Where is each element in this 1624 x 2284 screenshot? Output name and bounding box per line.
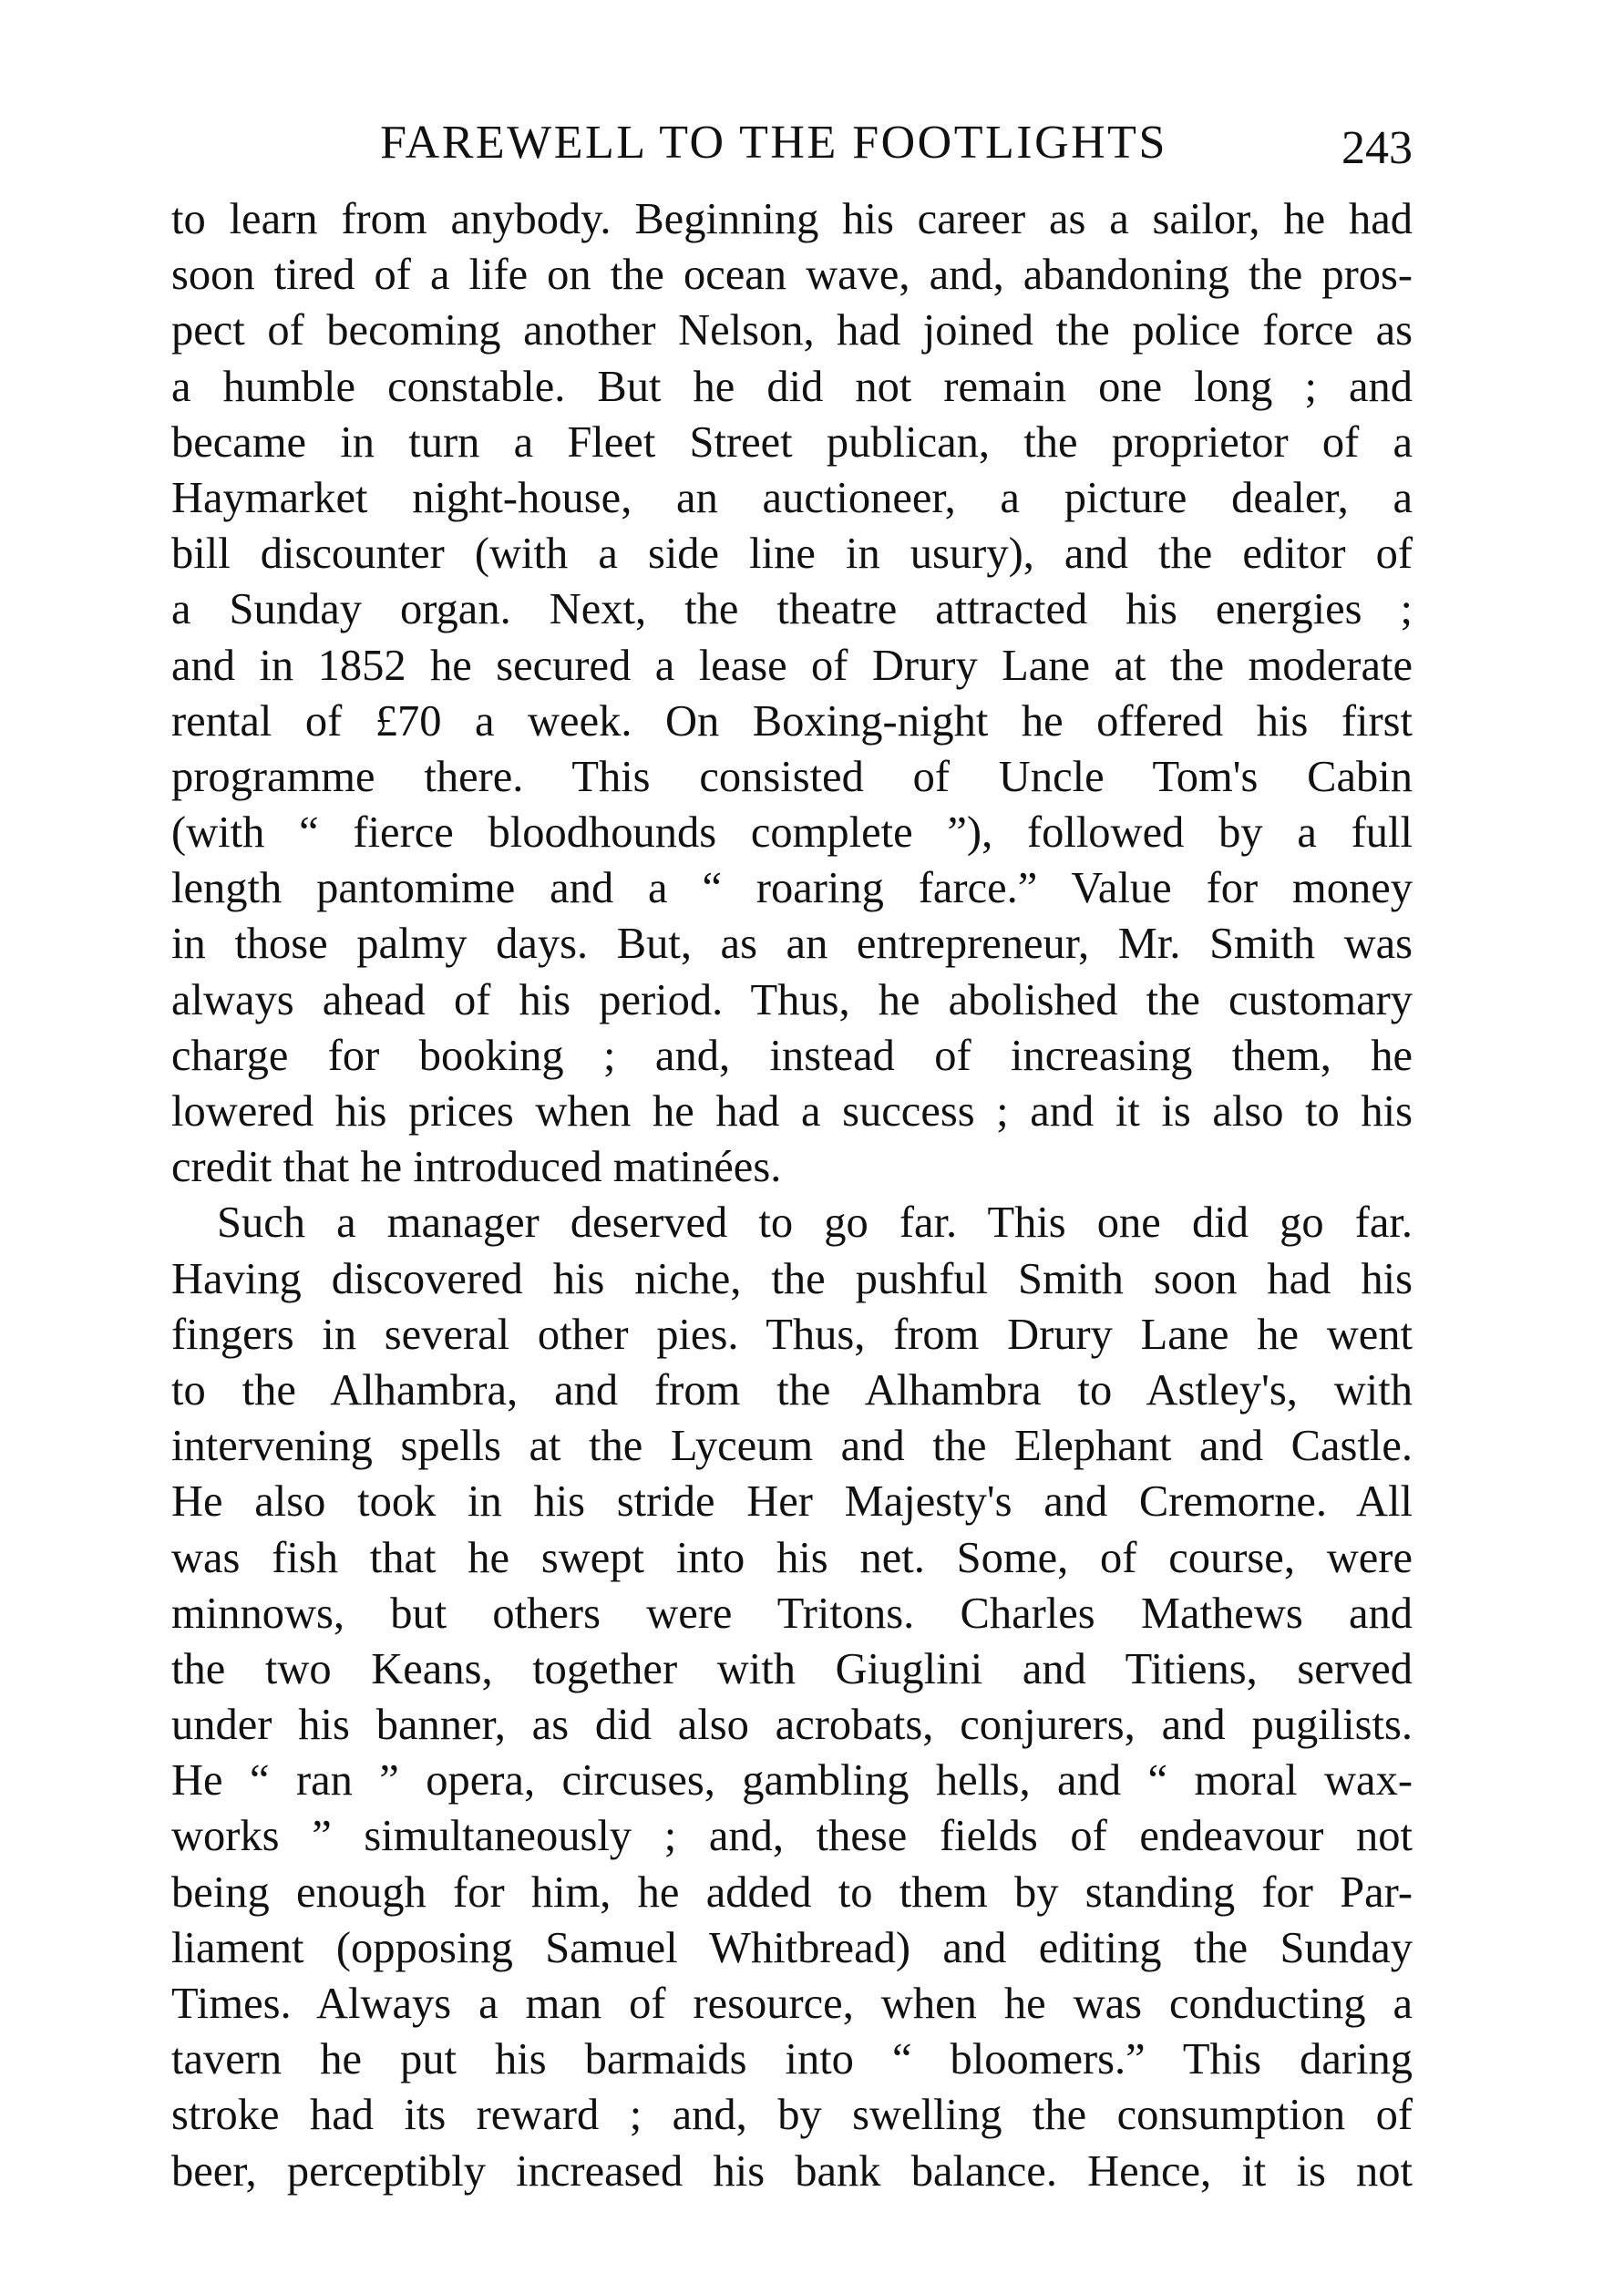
paragraph-last-line: credit that he introduced matinées. — [171, 1143, 782, 1192]
text-line: programme there. This consisted of Uncle Tom's Cabin — [171, 752, 1413, 801]
text-line: works ” simultaneously ; and, these fields of endeavour not — [171, 1812, 1413, 1861]
running-head: FAREWELL TO THE FOOTLIGHTS — [380, 117, 1167, 169]
page-header — [171, 111, 1413, 175]
text-line: a humble constable. But he did not remain one long ; and — [171, 362, 1413, 411]
text-line: and in 1852 he secured a lease of Drury Lane at the moderate — [171, 641, 1413, 690]
paragraph-first-line: Such a manager deserved to go far. This one did go far. — [217, 1199, 1413, 1248]
text-line: intervening spells at the Lyceum and the Elephant and Castle. — [171, 1422, 1413, 1471]
body-text — [171, 191, 1413, 2199]
text-line: pect of becoming another Nelson, had joined the police force as — [171, 306, 1413, 355]
text-line: the two Keans, together with Giuglini and Titiens, served — [171, 1644, 1413, 1693]
text-line: being enough for him, he added to them by standing for Par- — [171, 1867, 1413, 1917]
text-line: to the Alhambra, and from the Alhambra to Astley's, with — [171, 1365, 1413, 1415]
page-number: 243 — [1341, 122, 1413, 174]
text-line: a Sunday organ. Next, the theatre attracted his energies ; — [171, 585, 1413, 634]
text-line: soon tired of a life on the ocean wave, and, abandoning the pros- — [171, 251, 1413, 300]
text-line: rental of £70 a week. On Boxing-night he offered his first — [171, 696, 1413, 746]
text-line: He “ ran ” opera, circuses, gambling hells, and “ moral wax- — [171, 1756, 1413, 1806]
text-line: minnows, but others were Tritons. Charles Mathews and — [171, 1589, 1413, 1638]
text-line: Haymarket night-house, an auctioneer, a picture dealer, a — [171, 473, 1413, 522]
text-line: lowered his prices when he had a success ; and it is also to his — [171, 1087, 1413, 1136]
text-line: stroke had its reward ; and, by swelling the consumption of — [171, 2091, 1413, 2140]
text-line: became in turn a Fleet Street publican, the proprietor of a — [171, 417, 1413, 467]
text-line: liament (opposing Samuel Whitbread) and editing the Sunday — [171, 1923, 1413, 1972]
text-line: (with “ fierce bloodhounds complete ”), followed by a full — [171, 808, 1413, 858]
text-line: beer, perceptibly increased his bank balance. Hence, it is not — [171, 2146, 1413, 2196]
text-line: to learn from anybody. Beginning his career as a sailor, he had — [171, 195, 1413, 243]
text-line: Times. Always a man of resource, when he was conducting a — [171, 1980, 1413, 2028]
text-line: bill discounter (with a side line in usury), and the editor of — [171, 530, 1413, 579]
text-line: He also took in his stride Her Majesty's and Cremorne. All — [171, 1477, 1413, 1527]
text-line: length pantomime and a “ roaring farce.” Value for money — [171, 864, 1413, 913]
text-line: under his banner, as did also acrobats, conjurers, and pugilists. — [171, 1701, 1413, 1750]
text-line: was fish that he swept into his net. Some, of course, were — [171, 1533, 1413, 1582]
text-line: fingers in several other pies. Thus, from Drury Lane he went — [171, 1310, 1413, 1359]
text-line: Having discovered his niche, the pushful Smith soon had his — [171, 1254, 1413, 1303]
text-line: charge for booking ; and, instead of increasing them, he — [171, 1031, 1413, 1080]
text-line: in those palmy days. But, as an entrepreneur, Mr. Smith was — [171, 920, 1413, 969]
text-line: always ahead of his period. Thus, he abolished the customary — [171, 975, 1413, 1024]
text-line: tavern he put his barmaids into “ bloomers.” This daring — [171, 2035, 1413, 2084]
